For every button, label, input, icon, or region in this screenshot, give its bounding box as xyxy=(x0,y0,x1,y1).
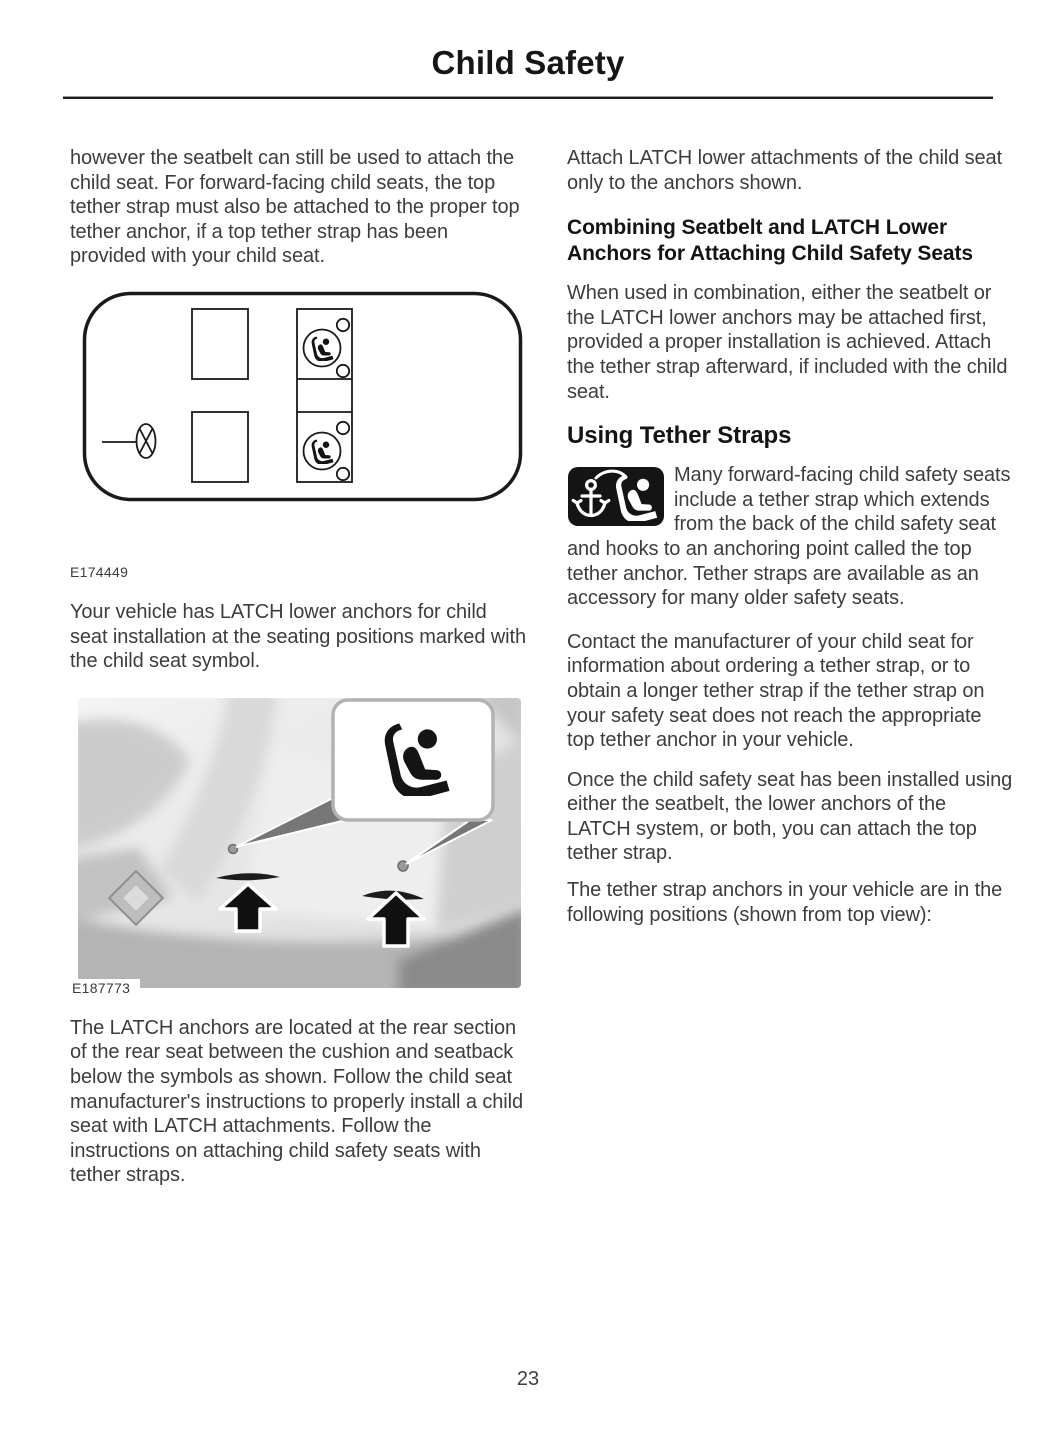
page-title: Child Safety xyxy=(431,44,625,81)
latch-anchor-photo-figure xyxy=(78,698,521,988)
anchor-and-child-seat-icon xyxy=(567,466,665,527)
paragraph-attach-latch: Attach LATCH lower attachments of the child seat only to the anchors shown. xyxy=(567,147,1003,194)
anchor-point-circle xyxy=(337,422,349,434)
section-heading-tether-straps: Using Tether Straps xyxy=(567,422,792,450)
left-column xyxy=(70,146,526,1188)
anchor-point-circle xyxy=(337,468,349,480)
paragraph-tether-straps: Many forward-facing child safety seats include a tether strap which extends from the back of the child safety seat and hooks to an anchoring point called the top tether anchor. Tether straps are available as an accessory for many older safety seats. xyxy=(567,464,1011,610)
paragraph-seatbelt-child-seat: however the seatbelt can still be used to attach the child seat. For forward-facing child seats, the top tether strap must also be attached to the proper top tether anchor, if a top tether strap has been provided with your child seat. xyxy=(70,147,520,268)
title-rule xyxy=(63,96,993,99)
paragraph-once-installed: Once the child safety seat has been installed using either the seatbelt, the lower anchors of the LATCH system, or both, you can attach the top tether strap. xyxy=(567,768,1013,865)
figure-vehicle-top-view xyxy=(82,291,526,502)
paragraph-tether-anchor-positions: The tether strap anchors in your vehicle are in the following positions (shown from top view): xyxy=(567,879,1003,926)
right-column xyxy=(567,146,1013,927)
paragraph-combination: When used in combination, either the seatbelt or the LATCH lower anchors may be attached first, provided a proper installation is achieved. Attach the tether strap afterward, if included with the child seat. xyxy=(567,282,1008,403)
vehicle-top-view-figure xyxy=(82,291,523,502)
figure-label: E187773 xyxy=(70,979,140,997)
figure-label: E174449 xyxy=(70,563,129,580)
anchor-point-circle xyxy=(337,319,349,331)
page-number: 23 xyxy=(516,1368,540,1390)
anchor-point-circle xyxy=(337,365,349,377)
paragraph-contact-manufacturer: Contact the manufacturer of your child seat for information about ordering a tether strap, or to obtain a longer tether strap if the tether strap on your safety seat does not reach the appropriate top tether anchor in your vehicle. xyxy=(567,630,985,752)
paragraph-latch-lower-anchors: Your vehicle has LATCH lower anchors for child seat installation at the seating positions marked with the child seat symbol. xyxy=(70,600,526,673)
seat-photo-background xyxy=(78,698,521,988)
paragraph-latch-anchor-location: The LATCH anchors are located at the rear section of the rear seat between the cushion and seatback below the symbols as shown. Follow the child seat manufacturer's instructions to properly install a child seat with LATCH attachments. Follow the instructions on attaching child safety seats with tether straps. xyxy=(70,1016,523,1187)
figure-latch-anchor-photo xyxy=(72,698,521,996)
subsection-heading-combining: Combining Seatbelt and LATCH Lower Anchors for Attaching Child Safety Seats xyxy=(567,216,973,265)
tether-strap-block xyxy=(567,463,1013,611)
